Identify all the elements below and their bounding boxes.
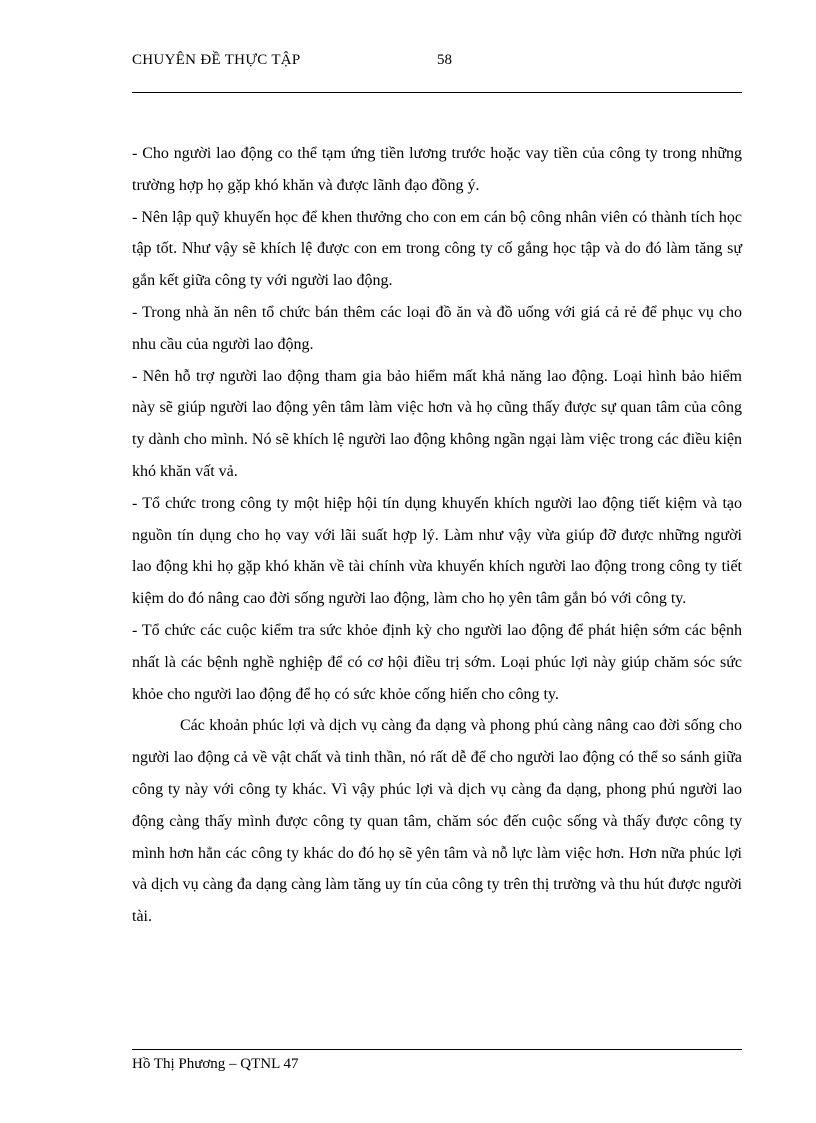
footer-author: Hồ Thị Phương – QTNL 47 xyxy=(132,1056,299,1072)
paragraph: - Tổ chức trong công ty một hiệp hội tín dụng khuyến khích người lao động tiết kiệm và tạo nguồn tín dụng cho họ vay với lãi suất hợp lý. Làm như vậy vừa giúp đỡ được những người lao động khi họ gặp khó khăn về tài chính vừa khuyến khích người lao động trong công ty tiết kiệm do đó nâng cao đời sống người lao động, làm cho họ yên tâm gắn bó với công ty. xyxy=(132,494,742,608)
header-title: CHUYÊN ĐỀ THỰC TẬP xyxy=(132,52,301,68)
paragraph: - Cho người lao động co thể tạm ứng tiền lương trước hoặc vay tiền của công ty trong những trường hợp họ gặp khó khăn và được lãnh đạo đồng ý. xyxy=(132,145,742,194)
page-number: 58 xyxy=(437,52,452,68)
footer-rule xyxy=(132,1049,742,1050)
page-header xyxy=(132,52,742,74)
paragraph: - Tổ chức các cuộc kiểm tra sức khỏe định kỳ cho người lao động để phát hiện sớm các bệnh nhất là các bệnh nghề nghiệp để có cơ hội điều trị sớm. Loại phúc lợi này giúp chăm sóc sức khỏe cho người lao động để họ có sức khỏe cống hiến cho công ty. xyxy=(132,621,742,703)
paragraph: Các khoản phúc lợi và dịch vụ càng đa dạng và phong phú càng nâng cao đời sống cho người lao động cả về vật chất và tinh thần, nó rất dễ để cho người lao động có thể so sánh giữa công ty này với công ty khác. Vì vậy phúc lợi và dịch vụ càng đa dạng, phong phú người lao động càng thấy mình được công ty quan tâm, chăm sóc đến cuộc sống và thấy được công ty mình hơn hẳn các công ty khác do đó họ sẽ yên tâm và nỗ lực làm việc hơn. Hơn nữa phúc lợi và dịch vụ càng đa dạng càng làm tăng uy tín của công ty trên thị trường và thu hút được người tài. xyxy=(132,717,742,926)
paragraph: - Nên hỗ trợ người lao động tham gia bảo hiểm mất khả năng lao động. Loại hình bảo hiểm này sẽ giúp người lao động yên tâm làm việc hơn và họ cũng thấy được sự quan tâm của công ty dành cho mình. Nó sẽ khích lệ người lao động không ngần ngại làm việc trong các điều kiện khó khăn vất vả. xyxy=(132,367,742,480)
paragraph: - Trong nhà ăn nên tổ chức bán thêm các loại đồ ăn và đồ uống với giá cả rẻ để phục vụ cho nhu cầu của người lao động. xyxy=(132,303,742,353)
document-body xyxy=(132,138,742,933)
paragraph: - Nên lập quỹ khuyến học để khen thưởng cho con em cán bộ công nhân viên có thành tích học tập tốt. Như vậy sẽ khích lệ được con em trong công ty cố gắng học tập và do đó làm tăng sự gắn kết giữa công ty với người lao động. xyxy=(132,208,742,290)
header-rule xyxy=(132,92,742,93)
